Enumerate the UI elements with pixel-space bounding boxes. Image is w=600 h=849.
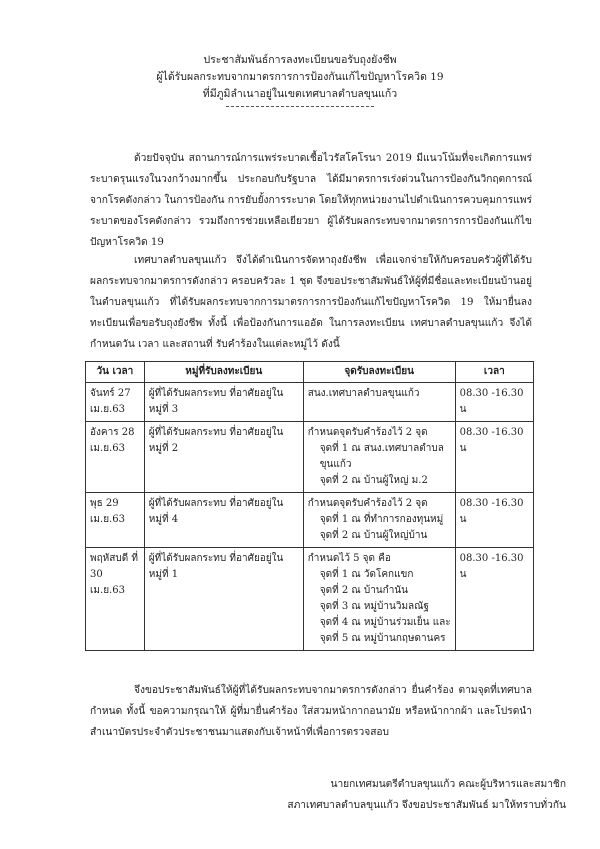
place-line: จุดที่ 2 ณ บ้านกำนัน	[319, 585, 408, 596]
row-day: พฤหัสบดี ที่ 30 เม.ย.63	[86, 548, 145, 651]
row-time: 08.30 -16.30 น	[455, 493, 533, 548]
place-line: กำหนดจุดรับคำร้องไว้ 2 จุด	[307, 427, 428, 438]
row-place	[303, 548, 455, 651]
closing-text: จึงขอประชาสัมพันธ์ให้ผู้ที่ได้รับผลกระทบจากมาตรการดังกล่าว ยื่นคำร้อง ตามจุดที่เทศบาลกำหนด ทั้งนี้ ขอความกรุณาให้ ผู้ที่มายื่นคำร้อง ใส่สวมหน้ากากอนามัย หรือหน้ากากผ้า และโปรดนำสำเนาบัตรประจำตัวประชาชนมาแสดงกับเจ้าหน้าที่เพื่อการตรวจสอบ	[90, 685, 532, 738]
table-header-row	[86, 362, 534, 383]
row-who: ผู้ที่ได้รับผลกระทบ ที่อาศัยอยู่ใน หมู่ที่ 3	[144, 383, 303, 422]
place-line: ขุนแก้ว	[319, 459, 352, 470]
row-who: ผู้ที่ได้รับผลกระทบ ที่อาศัยอยู่ใน หมู่ที่ 2	[144, 422, 303, 493]
place-line: จุดที่ 5 ณ หมู่บ้านกฤษดานคร	[319, 633, 446, 644]
place-line: กำหนดจุดรับคำร้องไว้ 2 จุด	[307, 498, 428, 509]
signature-line-2: สภาเทศบาลตำบลขุนแก้ว จึงขอประชาสัมพันธ์ มาให้ทราบทั่วกัน	[287, 800, 566, 811]
place-line: จุดที่ 1 ณ สนง.เทศบาลตำบล	[319, 443, 444, 454]
header-day: วัน เวลา	[86, 362, 145, 383]
row-time: 08.30 -16.30 น	[455, 548, 533, 651]
body-text: เทศบาลตำบลขุนแก้ว จึงได้ดำเนินการจัดหาถุงยังชีพ เพื่อแจกจ่ายให้กับครอบครัวผู้ที่ได้รับผลกระทบจากมาตรการดังกล่าว ครอบครัวละ 1 ชุด จึงขอประชาสัมพันธ์ให้ผู้ที่มีชื่อและทะเบียนบ้านอยู่ในตำบลขุนแก้ว ที่ได้รับผลกระทบจากการมาตรการการป้องกันแก้ไขปัญหาโรควิด 19 ให้มายื่นลงทะเบียนเพื่อขอรับถุงยังชีพ ทั้งนี้ เพื่อป้องกันการแออัด ในการลงทะเบียน เทศบาลตำบลขุนแก้ว จึงได้กำหนดวัน เวลา และสถานที่ รับคำร้องในแต่ละหมู่ไว้ ดังนี้	[90, 255, 532, 350]
place-line: จุดที่ 4 ณ หมู่บ้านร่วมเย็น และ	[319, 617, 451, 628]
announcement-title	[0, 52, 600, 107]
signature-block	[0, 774, 566, 816]
table-row	[86, 422, 534, 493]
row-time: 08.30 -16.30 น	[455, 422, 533, 493]
title-line-3: ที่มีภูมิลำเนาอยู่ในเขตเทศบาลตำบลขุนแก้ว	[202, 88, 398, 100]
title-line-1: ประชาสัมพันธ์การลงทะเบียนขอรับถุงยังชีพ	[203, 54, 397, 66]
title-line-2: ผู้ได้รับผลกระทบจากมาตรการการป้องกันแก้ไขปัญหาโรควิด 19	[156, 71, 444, 83]
place-line: จุดที่ 1 ณ วัดโคกแขก	[319, 569, 414, 580]
intro-text: ด้วยปัจจุบัน สถานการณ์การแพร่ระบาดเชื้อไวรัสโคโรนา 2019 มีแนวโน้มที่จะเกิดการแพร่ระบาดรุนแรงในวงกว้างมากขึ้น ประกอบกับรัฐบาล ได้มีมาตรการเร่งด่วนในการป้องกันวิกฤตการณ์จากโรคดังกล่าว ในการป้องกัน การยับยั้งการระบาด โดยให้ทุกหน่วยงานไปดำเนินการควบคุมการแพร่ระบาดของโรคดังกล่าว รวมถึงการช่วยเหลือเยียวยา ผู้ได้รับผลกระทบจากมาตรการการป้องกันแก้ไขปัญหาโรควิด 19	[90, 153, 532, 248]
title-divider	[226, 105, 374, 107]
table-row	[86, 493, 534, 548]
row-place	[303, 383, 455, 422]
header-who: หมู่ที่รับลงทะเบียน	[144, 362, 303, 383]
row-place	[303, 493, 455, 548]
place-line: จุดที่ 3 ณ หมู่บ้านวิมลณัฐ	[319, 601, 429, 612]
header-place: จุดรับลงทะเบียน	[303, 362, 455, 383]
body-paragraph	[90, 250, 532, 355]
table-row	[86, 548, 534, 651]
row-time: 08.30 -16.30 น	[455, 383, 533, 422]
intro-paragraph	[90, 148, 532, 253]
row-who: ผู้ที่ได้รับผลกระทบ ที่อาศัยอยู่ใน หมู่ที่ 4	[144, 493, 303, 548]
header-time: เวลา	[455, 362, 533, 383]
row-who: ผู้ที่ได้รับผลกระทบ ที่อาศัยอยู่ใน หมู่ที่ 1	[144, 548, 303, 651]
place-line: จุดที่ 2 ณ บ้านผู้ใหญ่บ้าน	[319, 530, 428, 541]
closing-paragraph	[90, 680, 532, 743]
row-place	[303, 422, 455, 493]
place-line: กำหนดไว้ 5 จุด คือ	[307, 553, 391, 564]
registration-schedule-table	[85, 361, 534, 651]
place-line: จุดที่ 1 ณ ที่ทำการกองทุนหมู่	[319, 514, 444, 525]
place-line: จุดที่ 2 ณ บ้านผู้ใหญ่ ม.2	[319, 475, 428, 486]
row-day: อังคาร 28 เม.ย.63	[86, 422, 145, 493]
table-row	[86, 383, 534, 422]
row-day: จันทร์ 27 เม.ย.63	[86, 383, 145, 422]
place-line: สนง.เทศบาลตำบลขุนแก้ว	[307, 388, 420, 399]
signature-line-1: นายกเทศมนตรีตำบลขุนแก้ว คณะผู้บริหารและสมาชิก	[330, 779, 566, 790]
row-day: พุธ 29 เม.ย.63	[86, 493, 145, 548]
